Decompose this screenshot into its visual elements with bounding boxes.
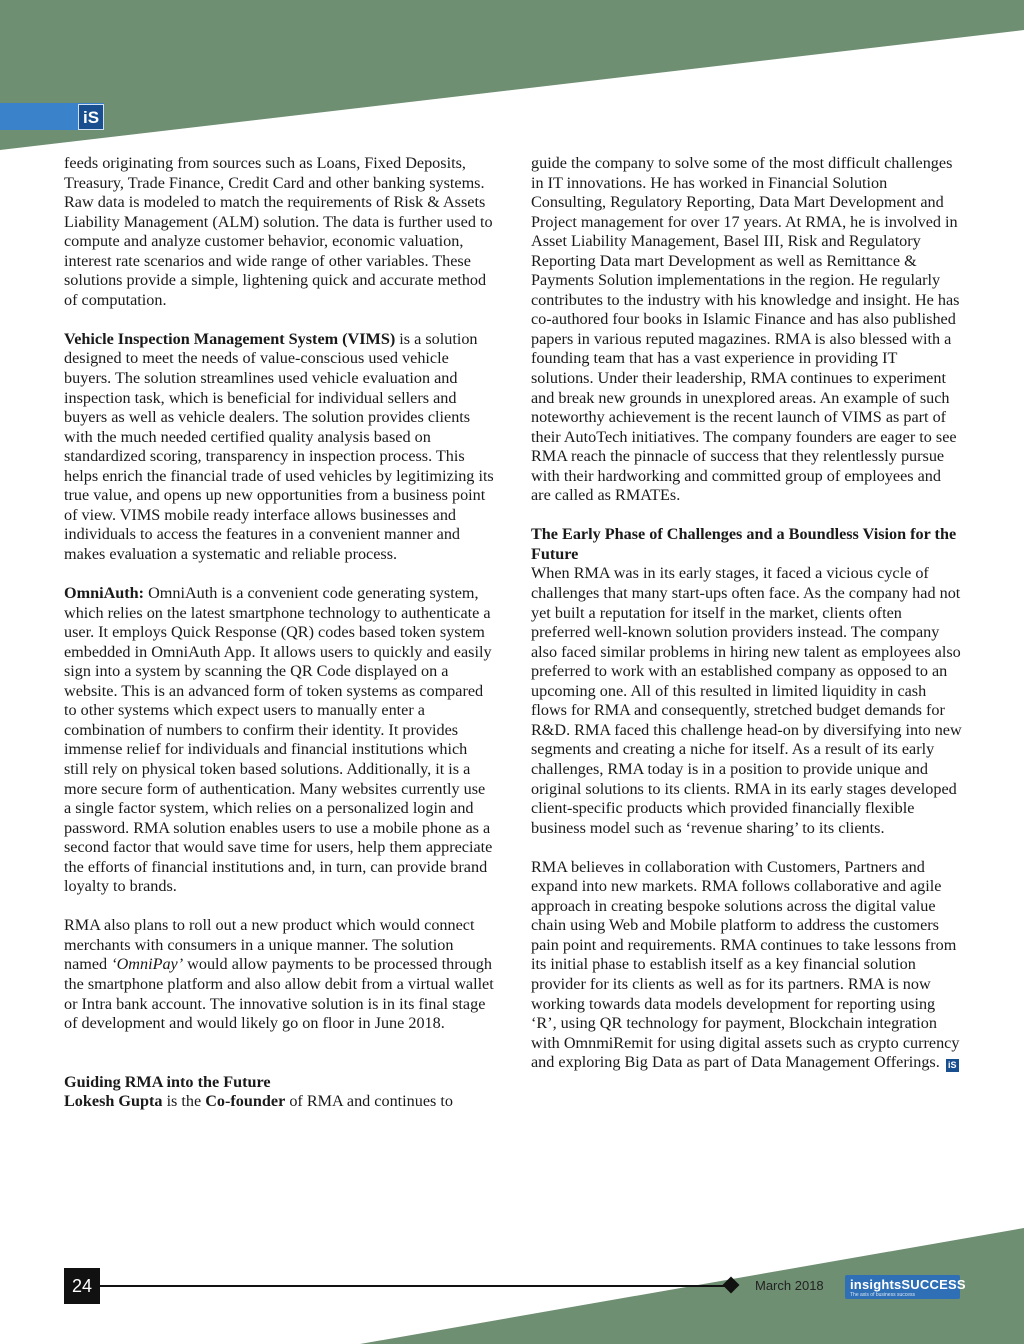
brand-tagline: The axis of business success xyxy=(850,1292,916,1298)
issue-date: March 2018 xyxy=(755,1278,824,1293)
collaboration-paragraph xyxy=(531,858,963,1073)
article-end-icon: iS xyxy=(946,1059,959,1072)
lokesh-paragraph xyxy=(64,1092,494,1112)
early-phase-paragraph: When RMA was in its early stages, it faced a vicious cycle of challenges that many start-ups often face. As the company had not yet built a reputation for itself in the market, clients often preferred well-known solution providers instead. The company also faced similar problems in hiring new talent as employees also preferred to work with an established company as opposed to an upcoming one. All of this resulted in limited liquidity in cash flows for RMA and consequently, stretched budget demands for R&D. RMA faced this challenge head-on by diversifying into new segments and creating a niche for itself. As a result of its early challenges, RMA today is in a position to provide unique and original solutions to its clients. RMA in its early stages developed client-specific products which provided financially flexible business model such as ‘revenue sharing’ to its clients. xyxy=(531,564,962,837)
header-green-band xyxy=(0,0,1024,150)
guiding-heading-text: Guiding RMA into the Future xyxy=(64,1072,271,1091)
collaboration-text: RMA believes in collaboration with Customers, Partners and expand into new markets. RMA follows collaborative and agile approach in creating bespoke solutions across the digital value chain using Web and Mobile platform to address the customers pain point and requirements. RMA continues to take lessons from its initial phase to establish itself as a key financial solution provider for its clients as well as for its partners. RMA is now working towards data models development for reporting using ‘R’, using QR technology for payment, Blockchain integration with OmnmiRemit for using digital assets such as crypto currency and exploring Big Data as part of Data Management Offerings. xyxy=(531,857,960,1072)
omnipay-paragraph xyxy=(64,916,494,1033)
early-phase-heading xyxy=(531,525,963,564)
lokesh-mid: is the xyxy=(162,1092,206,1111)
early-phase-heading-text: The Early Phase of Challenges and a Boundless Vision for the Future xyxy=(531,525,957,563)
lokesh-tail: of RMA and continues to xyxy=(285,1092,453,1111)
lokesh-role: Co-founder xyxy=(205,1092,286,1111)
intro-paragraph: feeds originating from sources such as Loans, Fixed Deposits, Treasury, Trade Finance, Credit Card and other banking systems. Raw data is modeled to match the requirements of Risk & Assets Liability Management (ALM) solution. The data is further used to compute and analyze customer behavior, economic valuation, interest rate scenarios and wide range of other variables. These solutions provide a simple, lightening quick and accurate method of computation. xyxy=(64,154,493,309)
omnipay-text-b: would allow payments to be processed through the smartphone platform and also allow debit from a virtual wallet or Intra bank account. The innovative solution is in its final stage of development and would likely go on floor in June 2018. xyxy=(64,955,494,1033)
footer-rule xyxy=(100,1285,730,1287)
brand-logo xyxy=(845,1275,966,1299)
omniauth-title: OmniAuth: xyxy=(64,584,145,603)
left-column xyxy=(64,154,494,1112)
header-logo-icon: iS xyxy=(78,104,104,130)
right-column xyxy=(531,154,963,1073)
lokesh-name: Lokesh Gupta xyxy=(64,1092,163,1111)
omnipay-name: ‘OmniPay’ xyxy=(111,955,184,974)
guiding-heading xyxy=(64,1073,494,1093)
omnipay-text-a: RMA also plans to roll out a new product which would connect merchants with consumers in a unique manner. The solution named xyxy=(64,916,475,974)
vims-title: Vehicle Inspection Management System (VIMS) xyxy=(64,329,396,348)
vims-paragraph xyxy=(64,330,494,565)
brand-name: insightsSUCCESS xyxy=(850,1277,966,1292)
omniauth-paragraph xyxy=(64,584,494,897)
omniauth-body: OmniAuth is a convenient code generating system, which relies on the latest smartphone technology to authenticate a user. It employs Quick Response (QR) codes based token system embedded in OmniAuth App. It allows users to quickly and easily sign into a system by scanning the QR Code displayed on a website. This is an advanced form of token systems as compared to other systems which expect users to manually enter a combination of numbers to confirm their identity. It provides immense relief for individuals and financial institutions which still rely on physical token based solutions. Additionally, it is a more secure form of authentication. Many websites currently use a single factor system, which relies on a personalized login and password. RMA solution enables users to use a mobile phone as a second factor that would save time for users, help them appreciate the efforts of financial institutions and, in turn, can provide brand loyalty to brands. xyxy=(64,584,493,896)
founder-paragraph: guide the company to solve some of the most difficult challenges in IT innovations. He has worked in Financial Solution Consulting, Regulatory Reporting, Data Mart Development and Project management for over 17 years. At RMA, he is involved in Asset Liability Management, Basel III, Risk and Regulatory Reporting Data mart Development as well as Remittance & Payments Solution implementations in the region. He regularly contributes to the industry with his knowledge and insight. He has co-authored four books in Islamic Finance and has also published papers in various reputed magazines. RMA is also blessed with a founding team that has a vast experience in providing IT solutions. Under their leadership, RMA continues to experiment and break new grounds in unexplored areas. An example of such noteworthy achievement is the recent launch of VIMS as part of their AutoTech initiatives. The company founders are eager to see RMA reach the pinnacle of success that they relentlessly pursue with their hardworking and committed group of employees and are called as RMATEs. xyxy=(531,154,960,505)
vims-body: is a solution designed to meet the needs of value-conscious used vehicle buyers. The solution streamlines used vehicle evaluation and inspection task, which is beneficial for individual sellers and buyers as well as vehicle dealers. The solution provides clients with the much needed certified quality analysis based on standardized scoring, transparency in inspection process. This helps enrich the financial trade of used vehicles by legitimizing its true value, and opens up new opportunities from a business point of view. VIMS mobile ready interface allows businesses and individuals to access the features in a convenient manner and makes evaluation a systematic and reliable process. xyxy=(64,329,494,563)
page-number: 24 xyxy=(64,1268,100,1304)
